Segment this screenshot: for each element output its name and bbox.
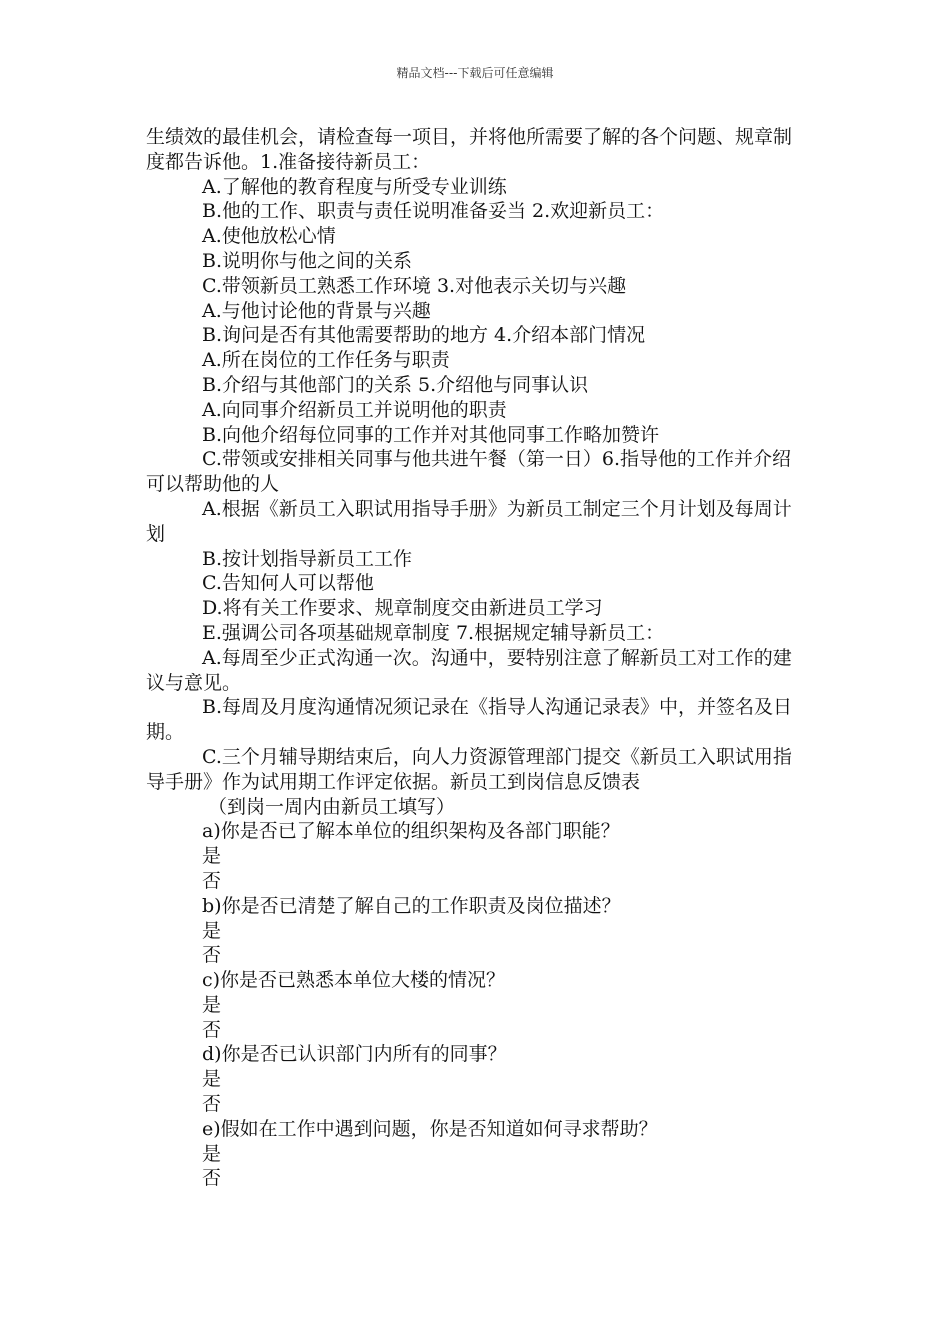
- paragraph: c)你是否已熟悉本单位大楼的情况？: [202, 969, 506, 992]
- paragraph: B.说明你与他之间的关系: [202, 249, 413, 272]
- paragraph: A.根据《新员工入职试用指导手册》为新员工制定三个月计划及每周计划: [146, 497, 792, 545]
- paragraph: C.带领或安排相关同事与他共进午餐（第一日）6.指导他的工作并介绍可以帮助他的人: [146, 448, 792, 496]
- paragraph: 否: [202, 1093, 222, 1116]
- document-body: [146, 125, 808, 1191]
- paragraph: B.询问是否有其他需要帮助的地方 4.介绍本部门情况: [202, 324, 646, 347]
- paragraph: B.向他介绍每位同事的工作并对其他同事工作略加赞许: [202, 423, 660, 446]
- paragraph: E.强调公司各项基础规章制度 7.根据规定辅导新员工：: [202, 621, 665, 644]
- paragraph: A.所在岗位的工作任务与职责: [202, 349, 450, 372]
- paragraph: B.按计划指导新员工工作: [202, 547, 413, 570]
- page-header: 精品文档---下载后可任意编辑: [396, 66, 554, 80]
- paragraph: D.将有关工作要求、规章制度交由新进员工学习: [202, 597, 603, 620]
- paragraph: 否: [202, 944, 222, 967]
- paragraph: B.介绍与其他部门的关系 5.介绍他与同事认识: [202, 373, 589, 396]
- paragraph: A.与他讨论他的背景与兴趣: [202, 299, 431, 322]
- paragraph: 是: [202, 845, 222, 868]
- paragraph: A.使他放松心情: [202, 225, 336, 248]
- paragraph: 是: [202, 1142, 222, 1165]
- paragraph: b)你是否已清楚了解自己的工作职责及岗位描述？: [202, 894, 621, 917]
- paragraph: e)假如在工作中遇到问题，你是否知道如何寻求帮助？: [202, 1117, 658, 1140]
- paragraph: A.每周至少正式沟通一次。沟通中，要特别注意了解新员工对工作的建议与意见。: [146, 646, 792, 694]
- paragraph: 是: [202, 1068, 222, 1091]
- paragraph: B.每周及月度沟通情况须记录在《指导人沟通记录表》中，并签名及日期。: [146, 696, 793, 744]
- paragraph: C.带领新员工熟悉工作环境 3.对他表示关切与兴趣: [202, 274, 627, 297]
- paragraph: 是: [202, 993, 222, 1016]
- paragraph: B.他的工作、职责与责任说明准备妥当 2.欢迎新员工：: [202, 200, 665, 223]
- paragraph: C.告知何人可以帮他: [202, 572, 374, 595]
- paragraph: a)你是否已了解本单位的组织架构及各部门职能？: [202, 820, 620, 843]
- paragraph: d)你是否已认识部门内所有的同事？: [202, 1043, 507, 1066]
- paragraph: 否: [202, 869, 222, 892]
- paragraph: A.了解他的教育程度与所受专业训练: [202, 175, 507, 198]
- paragraph: 是: [202, 919, 222, 942]
- paragraph: C.三个月辅导期结束后，向人力资源管理部门提交《新员工入职试用指导手册》作为试用期工作评定依据。新员工到岗信息反馈表: [146, 745, 792, 793]
- paragraph: A.向同事介绍新员工并说明他的职责: [202, 398, 507, 421]
- paragraph: 否: [202, 1167, 222, 1190]
- paragraph: （到岗一周内由新员工填写）: [208, 795, 456, 818]
- paragraph: 生绩效的最佳机会，请检查每一项目，并将他所需要了解的各个问题、规章制度都告诉他。1.准备接待新员工：: [146, 126, 793, 173]
- paragraph: 否: [202, 1018, 222, 1041]
